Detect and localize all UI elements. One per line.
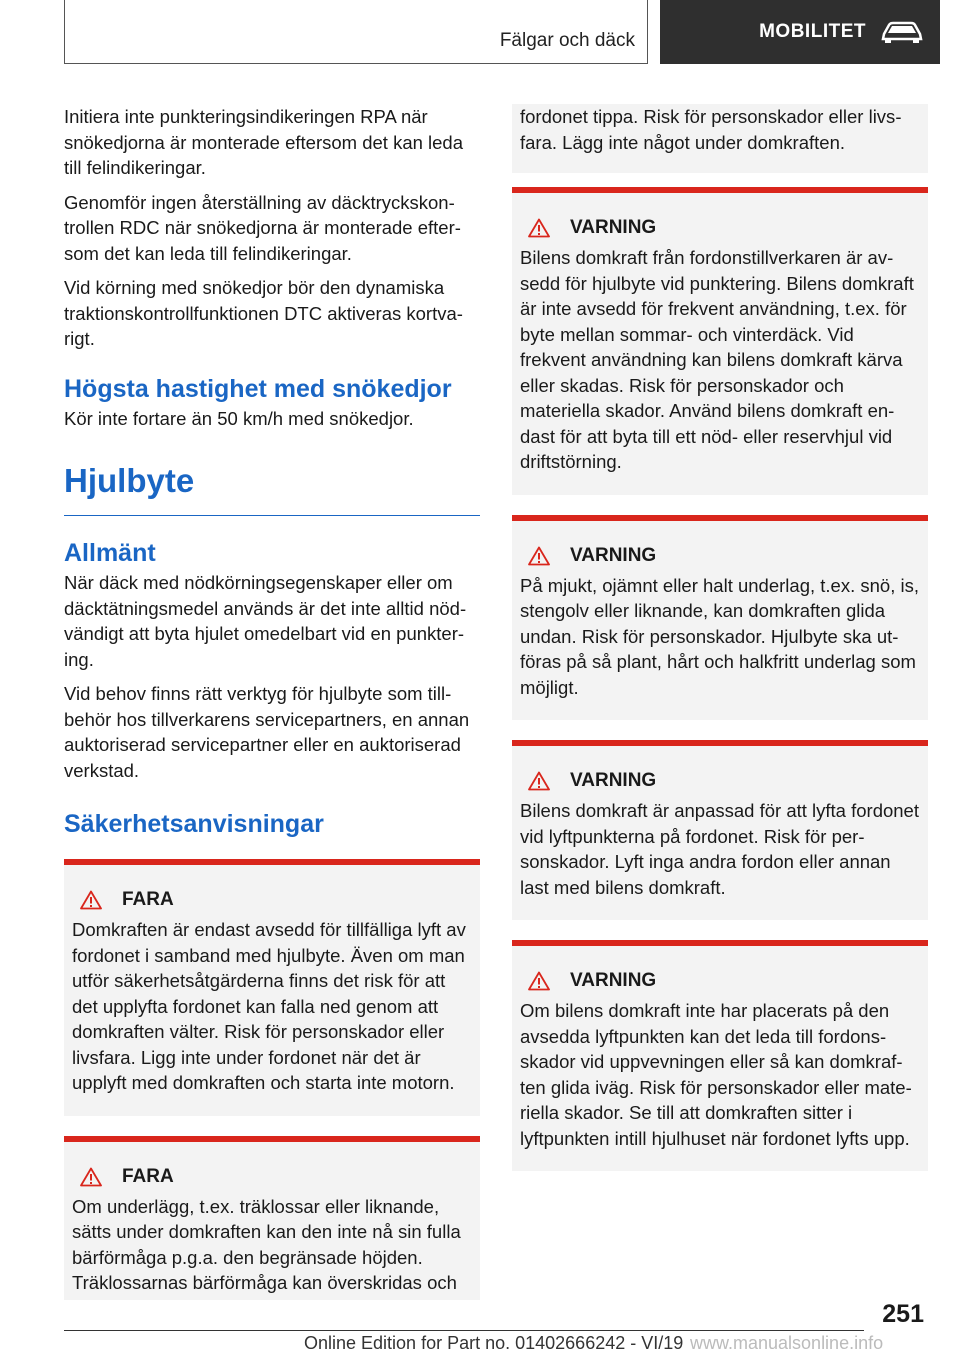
header-section-box xyxy=(64,0,648,64)
warning-text-2: På mjukt, ojämnt eller halt underlag, t.ex. snö, is, stengolv eller liknande, kan domkraften glida undan. Risk för personskador. Hjulbyte ska utföras på så plant, hårt och halkfritt underlag som möjligt. xyxy=(520,574,919,698)
warning-text-3: Bilens domkraft är anpassad för att lyfta fordonet vid lyftpunkterna på fordonet. Risk för personskador. Lyft inga andra fordon eller annan last med bilens domkraft. xyxy=(520,800,919,898)
warning-triangle-icon xyxy=(80,1167,102,1187)
footer-divider xyxy=(64,1330,864,1331)
danger-text-2: Om underlägg, t.ex. träklossar eller liknande, sätts under domkraften kan den inte nå sin fulla bärförmåga p.g.a. den begränsade höjden. Träklossarnas bärförmåga kan överskridas och xyxy=(72,1195,461,1293)
warning-text-1: Bilens domkraft från fordonstillverkaren är avsedd för hjulbyte vid punktering. Bilens domkraft är inte avsedd för frekvent användning, t.ex. för byte mellan sommar- och vinterdäck. Vid frekvent användning kan bilens domkraft kärva eller skadas. Risk för personskador och materiella skador. Använd bilens domkraft endast för att byta till ett nöd- eller reservhjul vid driftstörning. xyxy=(520,247,914,472)
warning-title-2: VARNING xyxy=(570,544,657,566)
warning-title-1: VARNING xyxy=(570,217,657,238)
warning-text-4: Om bilens domkraft inte har placerats på den avsedda lyftpunkten kan det leda till fordonsskador vid uppvevningen eller så kan domkraften glida iväg. Risk för personskador eller materiella skador. Se till att domkraften sitter i lyftpunkten intill hjulhuset när fordonet lyfts upp. xyxy=(520,1000,912,1149)
page-number: 251 xyxy=(882,1300,924,1328)
heading-max-speed: Högsta hastighet med snökedjor xyxy=(64,374,452,403)
warning-title-4: VARNING xyxy=(570,970,657,991)
warning-box-1 xyxy=(512,187,928,495)
warning-box-2 xyxy=(512,515,928,721)
warning-triangle-icon xyxy=(528,771,550,791)
danger-title-1: FARA xyxy=(122,889,174,910)
danger-box-2-continued xyxy=(512,104,928,173)
danger-box-2 xyxy=(64,1136,480,1300)
danger-text-2-continued: fordonet tippa. Risk för personskador eller livsfara. Lägg inte något under domkraften. xyxy=(520,106,902,153)
header-chapter-box xyxy=(660,0,940,64)
danger-box-1 xyxy=(64,859,480,1116)
paragraph-general-2: Vid behov finns rätt verktyg för hjulbyte som tillbehör hos tillverkarens servicepartners, en annan auktoriserad servicepartner eller en auktoriserad verkstad. xyxy=(64,683,470,781)
left-column xyxy=(64,104,480,1320)
danger-title-2: FARA xyxy=(122,1165,174,1187)
car-icon xyxy=(880,19,924,45)
warning-box-3 xyxy=(512,740,928,920)
heading-safety: Säkerhetsanvisningar xyxy=(64,810,324,838)
warning-triangle-icon xyxy=(528,546,550,566)
danger-text-1: Domkraften är endast avsedd för tillfälliga lyft av fordonet i samband med hjulbyte. Även om man utför säkerhetsåtgärderna finns det risk för att det upplyfta fordonet kan falla ned genom att domkraften välter. Risk för personskador eller livsfara. Ligg inte under fordonet när det är upplyft med domkraften och starta inte motorn. xyxy=(72,919,466,1093)
header-section-title: Fälgar och däck xyxy=(499,30,635,51)
footer-watermark: www.manualsonline.info xyxy=(690,1333,884,1353)
heading-wheel-change: Hjulbyte xyxy=(64,461,480,516)
paragraph-rdc: Genomför ingen återställning av däcktryckskontrollen RDC när snökedjorna är monterade eftersom det kan leda till felindikeringar. xyxy=(64,191,461,264)
paragraph-max-speed: Kör inte fortare än 50 km/h med snökedjor. xyxy=(64,407,414,429)
warning-box-4 xyxy=(512,940,928,1171)
warning-title-3: VARNING xyxy=(570,770,657,791)
paragraph-dtc: Vid körning med snökedjor bör den dynamiska traktionskontrollfunktionen DTC aktiveras kortvarigt. xyxy=(64,277,463,349)
warning-triangle-icon xyxy=(80,890,102,910)
header-chapter-title: MOBILITET xyxy=(759,21,866,42)
warning-triangle-icon xyxy=(528,218,550,238)
warning-triangle-icon xyxy=(528,971,550,991)
footer-edition: Online Edition for Part no. 01402666242 - VI/19 xyxy=(304,1333,684,1353)
paragraph-general-1: När däck med nödkörningsegenskaper eller om däcktätningsmedel används är det inte alltid nödvändigt att byta hjulet omedelbart vid en punktering. xyxy=(64,572,467,670)
right-column xyxy=(512,104,928,1191)
heading-general: Allmänt xyxy=(64,539,156,567)
paragraph-rpa: Initiera inte punkteringsindikeringen RPA när snökedjorna är monterade eftersom det kan leda till felindikeringar. xyxy=(64,106,464,178)
